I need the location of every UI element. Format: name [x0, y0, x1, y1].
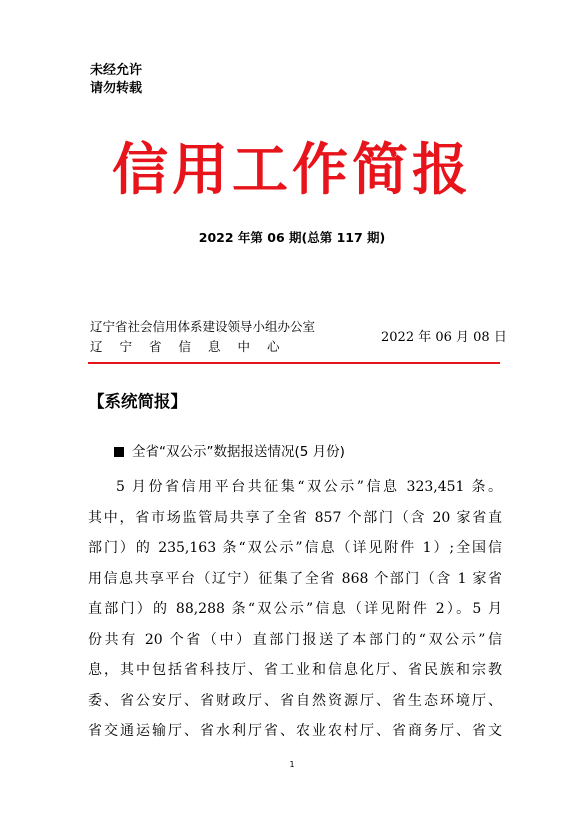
notice-line-2: 请勿转载 [90, 81, 143, 96]
section-title: 【系统简报】 [88, 392, 187, 411]
red-divider [88, 362, 500, 364]
body-line: 其中，省市场监管局共享了全省 857 个部门（含 20 家省直 [88, 509, 502, 526]
issue-number: 2022 年第 06 期(总第 117 期) [198, 230, 386, 245]
body-line: 直部门）的 88,288 条“双公示”信息（详见附件 2）。5 月 [88, 601, 502, 617]
body-line: 息，其中包括省科技厅、省工业和信息化厅、省民族和宗教 [88, 662, 502, 678]
body-line: 省交通运输厅、省水利厅省、农业农村厅、省商务厅、省文 [88, 723, 502, 739]
body-line: 5 月份省信用平台共征集“双公示”信息 323,451 条。 [116, 479, 502, 495]
body-paragraph [88, 472, 502, 747]
issue-date: 2022 年 06 月 08 日 [381, 330, 507, 345]
copyright-notice [90, 62, 142, 98]
subheading-text: 全省“双公示”数据报送情况(5 月份) [132, 444, 345, 460]
subheading [114, 440, 345, 460]
organization-1: 辽宁省社会信用体系建设领导小组办公室 [90, 319, 316, 334]
masthead-title: 信用工作简报 [112, 138, 472, 203]
organization-2: 辽宁省信息中心 [90, 339, 297, 354]
body-line: 用信息共享平台（辽宁）征集了全省 868 个部门（含 1 家省 [88, 570, 502, 587]
page-number: 1 [289, 760, 295, 769]
body-line: 部门）的 235,163 条“双公示”信息（详见附件 1）;全国信 [88, 540, 502, 556]
square-bullet-icon [114, 447, 124, 457]
issuing-organizations [90, 317, 315, 357]
notice-line-1: 未经允许 [90, 63, 143, 78]
body-line: 份共有 20 个省（中）直部门报送了本部门的“双公示”信 [88, 631, 502, 648]
body-line: 委、省公安厅、省财政厅、省自然资源厅、省生态环境厅、 [88, 692, 502, 709]
